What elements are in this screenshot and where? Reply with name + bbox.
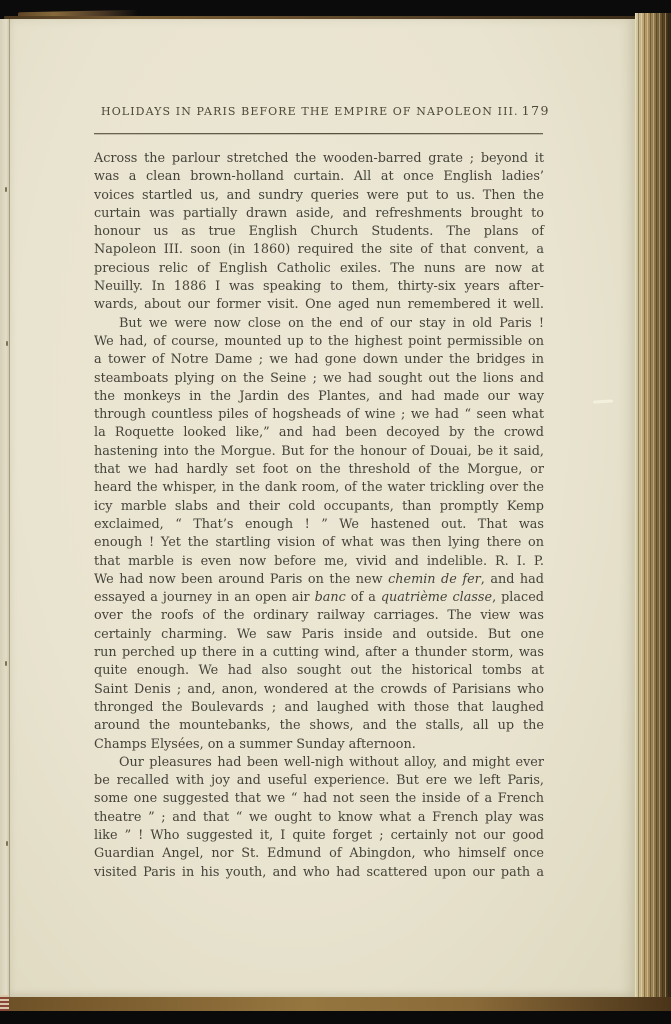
text-segment: heard the whisper, in the dank room, of the water trickling over the [94,480,544,496]
paragraph [94,754,544,882]
text-segment: enough ! Yet the startling vision of what was then lying there on [94,535,544,551]
text-line [94,772,544,790]
text-line [94,333,544,351]
text-segment: , and had [480,571,544,587]
text-segment: la Roquette looked like,” and had been decoyed by the crowd [94,425,544,441]
text-line [94,187,544,205]
text-line [94,516,544,534]
text-segment: We had, of course, mounted up to the highest point permissible on [94,333,544,349]
text-line [94,205,544,223]
text-line [94,168,544,186]
paragraph [94,315,544,754]
text-line [94,736,544,754]
text-segment: quite enough. We had also sought out the historical tombs at [94,663,544,679]
text-segment: But we were now close on the end of our stay in old Paris ! [119,315,544,331]
edge-speck [5,187,7,192]
text-segment: Saint Denis ; and, anon, wondered at the crowds of Parisians who [94,681,544,697]
paragraph [94,150,544,315]
text-line [94,443,544,461]
text-segment: curtain was partially drawn aside, and refreshments brought to [94,205,544,221]
text-segment: of a [345,590,381,606]
text-line [94,498,544,516]
fore-edge-pages [635,13,671,1011]
text-segment: thronged the Boulevards ; and laughed with those that laughed [94,699,544,715]
running-head [94,103,550,118]
text-segment: like ” ! Who suggested it, I quite forget ; certainly not our good [94,827,544,843]
text-segment: some one suggested that we “ had not seen the inside of a French [94,791,544,807]
italic-phrase: quatrième classe [380,590,493,606]
text-segment: , placed [492,590,544,606]
text-segment: run perched up there in a cutting wind, after a thunder storm, was [94,645,544,661]
text-line [94,370,544,388]
text-line [94,864,544,882]
text-line [94,150,544,168]
text-segment: steamboats plying on the Seine ; we had sought out the lions and [94,370,544,386]
text-segment: visited Paris in his youth, and who had scattered upon our path a [94,864,544,880]
text-line [94,278,544,296]
text-block [94,150,544,882]
text-line [94,845,544,863]
text-line [94,534,544,552]
text-segment: We had now been around Paris on the new [94,571,389,587]
edge-speck [6,841,8,846]
left-page-edge [0,19,10,998]
text-segment: through countless piles of hogsheads of wine ; we had “ seen what [94,407,544,423]
page-number: 179 [521,103,550,118]
text-segment: that marble is even now before me, vivid and indelible. R. I. P. [94,553,544,569]
edge-speck [5,661,7,666]
header-rule [94,133,543,134]
text-line [94,626,544,644]
text-segment: Across the parlour stretched the wooden-barred grate ; beyond it [94,151,544,166]
text-segment: Guardian Angel, nor St. Edmund of Abingdon, who himself once [94,846,544,862]
text-line [94,699,544,717]
text-line [94,241,544,259]
text-line [94,754,544,772]
text-line [94,827,544,845]
text-segment: certainly charming. We saw Paris inside and outside. But one [94,626,544,642]
text-segment: Champs Elysées, on a summer Sunday afternoon. [94,736,416,752]
text-segment: exclaimed, “ That’s enough ! ” We hastened out. That was [94,516,544,532]
text-line [94,790,544,808]
text-line [94,223,544,241]
text-segment: hastening into the Morgue. But for the honour of Douai, be it said, [94,443,544,459]
text-segment: Neuilly. In 1886 I was speaking to them, thirty-six years after- [94,279,544,295]
text-segment: over the roofs of the ordinary railway carriages. The view was [94,608,544,624]
running-head-title: HOLIDAYS IN PARIS BEFORE THE EMPIRE OF NAPOLEON III. [101,105,519,118]
text-segment: theatre ” ; and that “ we ought to know what a French play was [94,809,544,825]
text-line [94,662,544,680]
text-line [94,388,544,406]
text-line [94,644,544,662]
text-segment: be recalled with joy and useful experience. But ere we left Paris, [94,773,544,789]
text-line [94,553,544,571]
text-line [94,351,544,369]
text-segment: Our pleasures had been well-nigh without alloy, and might ever [119,754,544,770]
text-segment: around the mountebanks, the shows, and the stalls, all up the [94,718,544,734]
text-line [94,296,544,314]
text-segment: Napoleon III. soon (in 1860) required the site of that convent, a [94,242,544,258]
text-line [94,809,544,827]
text-line [94,479,544,497]
text-line [94,424,544,442]
text-line [94,461,544,479]
page-scratch [593,399,613,403]
text-segment: was a clean brown-holland curtain. All at once English ladies’ [94,169,544,185]
background-shadow [0,1011,671,1024]
text-segment: that we had hardly set foot on the threshold of the Morgue, or [94,462,544,478]
text-line [94,315,544,333]
text-segment: wards, about our former visit. One aged nun remembered it well. [94,297,544,313]
text-segment: essayed a journey in an open air [94,590,315,606]
text-line [94,717,544,735]
text-segment: a tower of Notre Dame ; we had gone down under the bridges in [94,352,544,368]
book-page [10,19,635,1000]
text-line [94,406,544,424]
text-line [94,260,544,278]
text-line [94,681,544,699]
italic-phrase: chemin de fer [388,571,481,587]
text-segment: icy marble slabs and their cold occupants, than promptly Kemp [94,498,544,514]
text-line [94,571,544,589]
italic-phrase: banc [314,590,346,606]
text-segment: voices startled us, and sundry queries were put to us. Then the [94,187,544,203]
text-segment: precious relic of English Catholic exiles. The nuns are now at [94,260,544,276]
text-segment: the monkeys in the Jardin des Plantes, and had made our way [94,388,544,404]
edge-speck [6,341,8,346]
text-line [94,607,544,625]
text-segment: honour us as true English Church Students. The plans of [94,224,544,240]
text-line [94,589,544,607]
